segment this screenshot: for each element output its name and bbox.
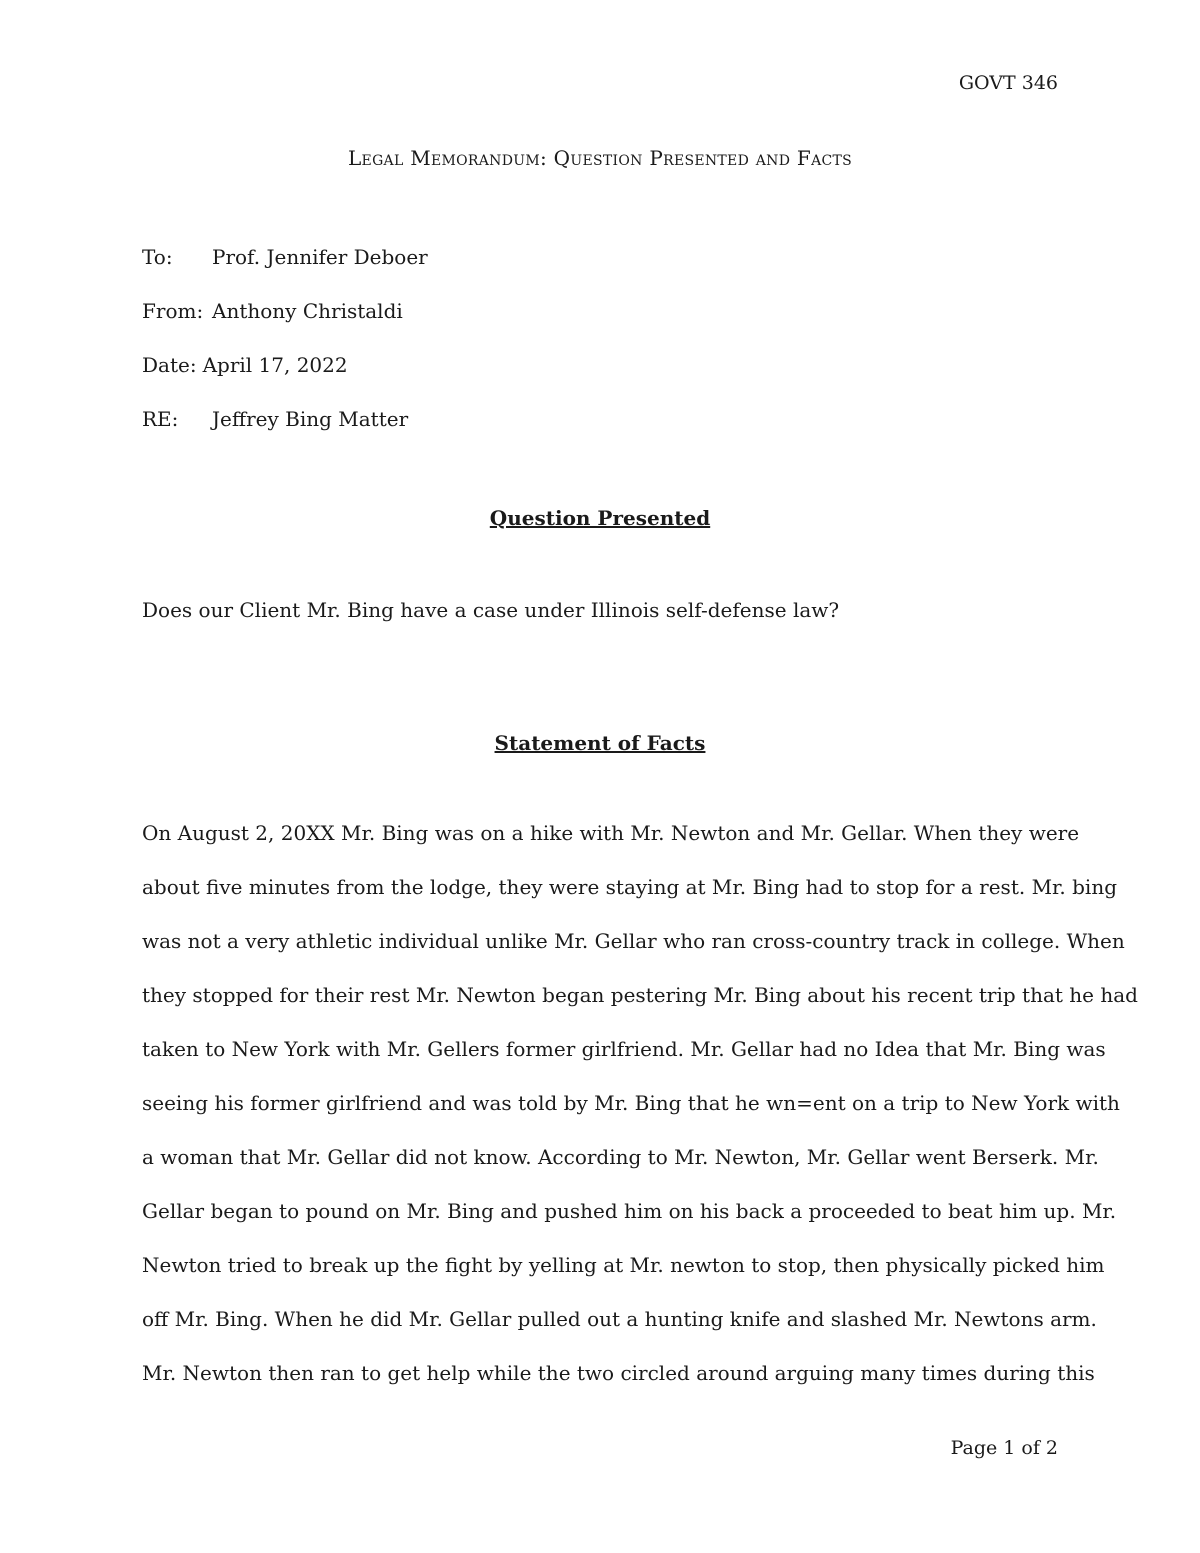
statement-of-facts-body (142, 818, 1138, 1412)
page-number-footer: Page 1 of 2 (950, 1437, 1058, 1459)
memo-date-value: April 17, 2022 (202, 353, 348, 377)
facts-line: a woman that Mr. Gellar did not know. According to Mr. Newton, Mr. Gellar went Berserk. Mr. (142, 1145, 1099, 1169)
question-presented-heading: Question Presented (489, 506, 711, 530)
title-text: Legal Memorandum: Question Presented and Facts (347, 146, 853, 170)
memo-from-value: Anthony Christaldi (212, 299, 403, 323)
header-course-code: GOVT 346 (958, 72, 1058, 94)
memo-date-label: Date: (142, 353, 197, 377)
facts-line: Newton tried to break up the fight by yelling at Mr. newton to stop, then physically picked him (142, 1253, 1105, 1277)
memo-from-line (142, 299, 403, 323)
document-title (0, 146, 1200, 170)
facts-line: off Mr. Bing. When he did Mr. Gellar pulled out a hunting knife and slashed Mr. Newtons arm. (142, 1307, 1097, 1331)
memo-re-value: Jeffrey Bing Matter (212, 407, 409, 431)
memo-date-line (142, 353, 348, 377)
facts-line: Gellar began to pound on Mr. Bing and pushed him on his back a proceeded to beat him up. Mr. (142, 1199, 1117, 1223)
statement-of-facts-heading: Statement of Facts (494, 731, 706, 755)
facts-line: taken to New York with Mr. Gellers former girlfriend. Mr. Gellar had no Idea that Mr. Bing was (142, 1037, 1106, 1061)
question-presented-text: Does our Client Mr. Bing have a case under Illinois self-defense law? (142, 598, 840, 622)
memo-to-line (142, 245, 428, 269)
facts-line: On August 2, 20XX Mr. Bing was on a hike with Mr. Newton and Mr. Gellar. When they were (142, 821, 1080, 845)
facts-line: was not a very athletic individual unlike Mr. Gellar who ran cross-country track in college. When (142, 929, 1125, 953)
facts-line: Mr. Newton then ran to get help while the two circled around arguing many times during this (142, 1361, 1095, 1385)
memo-from-label: From: (142, 299, 204, 323)
memo-re-line (142, 407, 408, 431)
facts-line: seeing his former girlfriend and was told by Mr. Bing that he wn=ent on a trip to New York with (142, 1091, 1120, 1115)
facts-line: they stopped for their rest Mr. Newton began pestering Mr. Bing about his recent trip that he had (142, 983, 1138, 1007)
memo-to-value: Prof. Jennifer Deboer (212, 245, 428, 269)
memo-re-label: RE: (142, 407, 179, 431)
facts-line: about five minutes from the lodge, they were staying at Mr. Bing had to stop for a rest. Mr. bing (142, 875, 1118, 899)
memo-to-label: To: (142, 245, 173, 269)
